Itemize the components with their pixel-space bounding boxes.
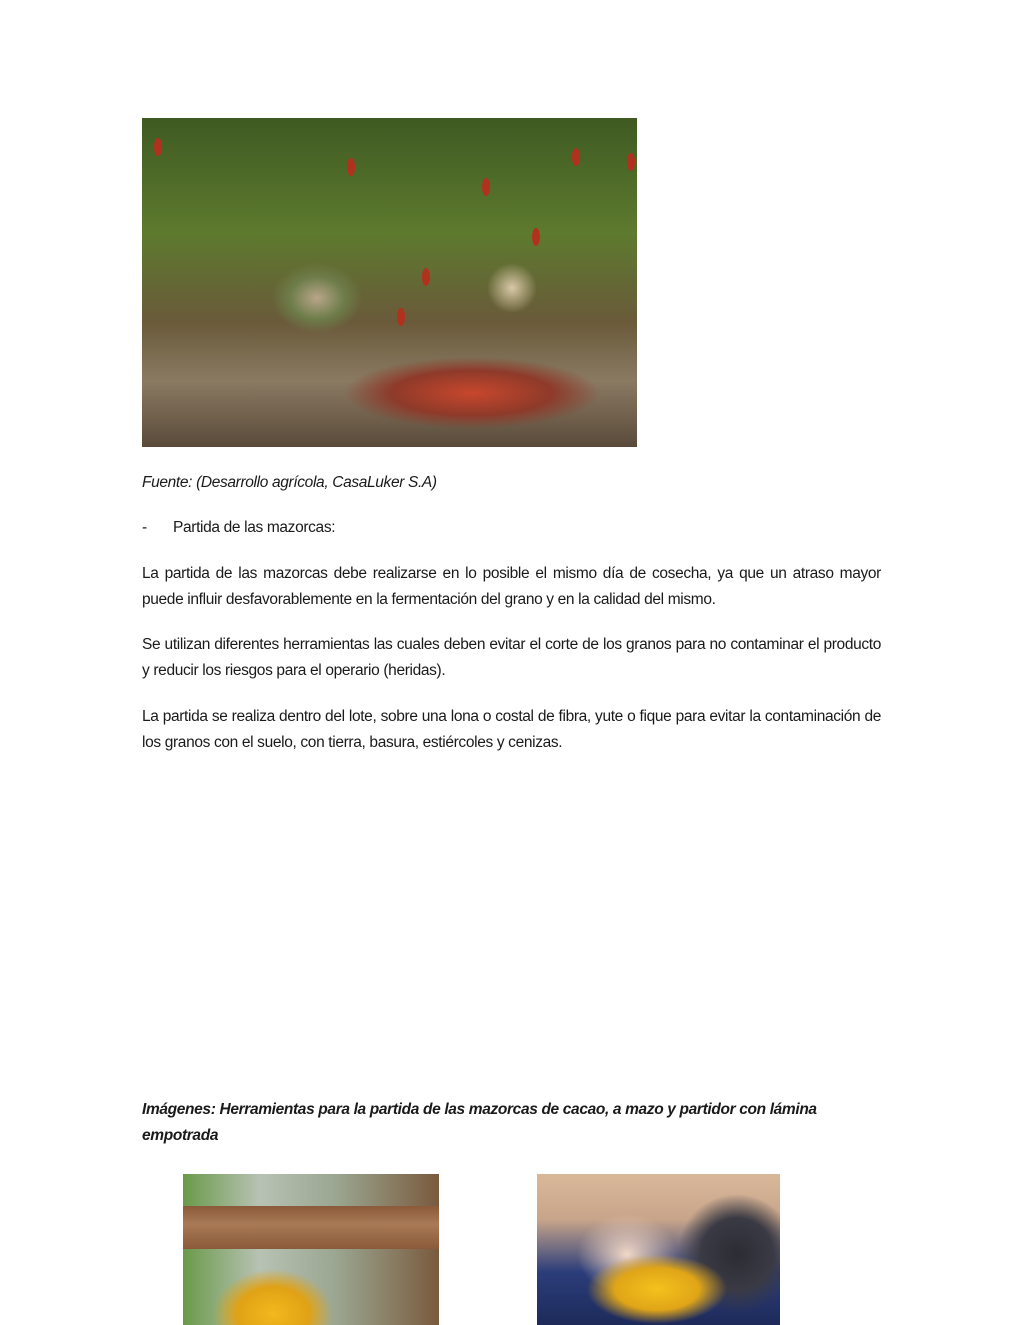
figure-caption: Fuente: (Desarrollo agrícola, CasaLuker S.A): [142, 474, 437, 491]
bullet-dash: -: [142, 519, 147, 536]
mallet-tool-photo: [183, 1174, 439, 1325]
section-heading-text: Partida de las mazorcas:: [173, 519, 336, 536]
section-heading: [142, 515, 881, 541]
paragraph: La partida se realiza dentro del lote, sobre una lona o costal de fibra, yute o fique para evitar la contaminación de los granos con el suelo, con tierra, basura, estiércoles y cenizas.: [142, 708, 881, 751]
splitter-tool-photo: [537, 1174, 780, 1325]
cacao-harvest-photo: [142, 118, 637, 447]
paragraph: La partida de las mazorcas debe realizarse en lo posible el mismo día de cosecha, ya que un atraso mayor puede influir desfavorablemente en la fermentación del grano y en la calidad del mismo.: [142, 565, 881, 608]
figure-caption-tools: Imágenes: Herramientas para la partida de las mazorcas de cacao, a mazo y partidor con lámina empotrada: [142, 1101, 817, 1144]
paragraph: Se utilizan diferentes herramientas las cuales deben evitar el corte de los granos para no contaminar el producto y reducir los riesgos para el operario (heridas).: [142, 636, 881, 679]
